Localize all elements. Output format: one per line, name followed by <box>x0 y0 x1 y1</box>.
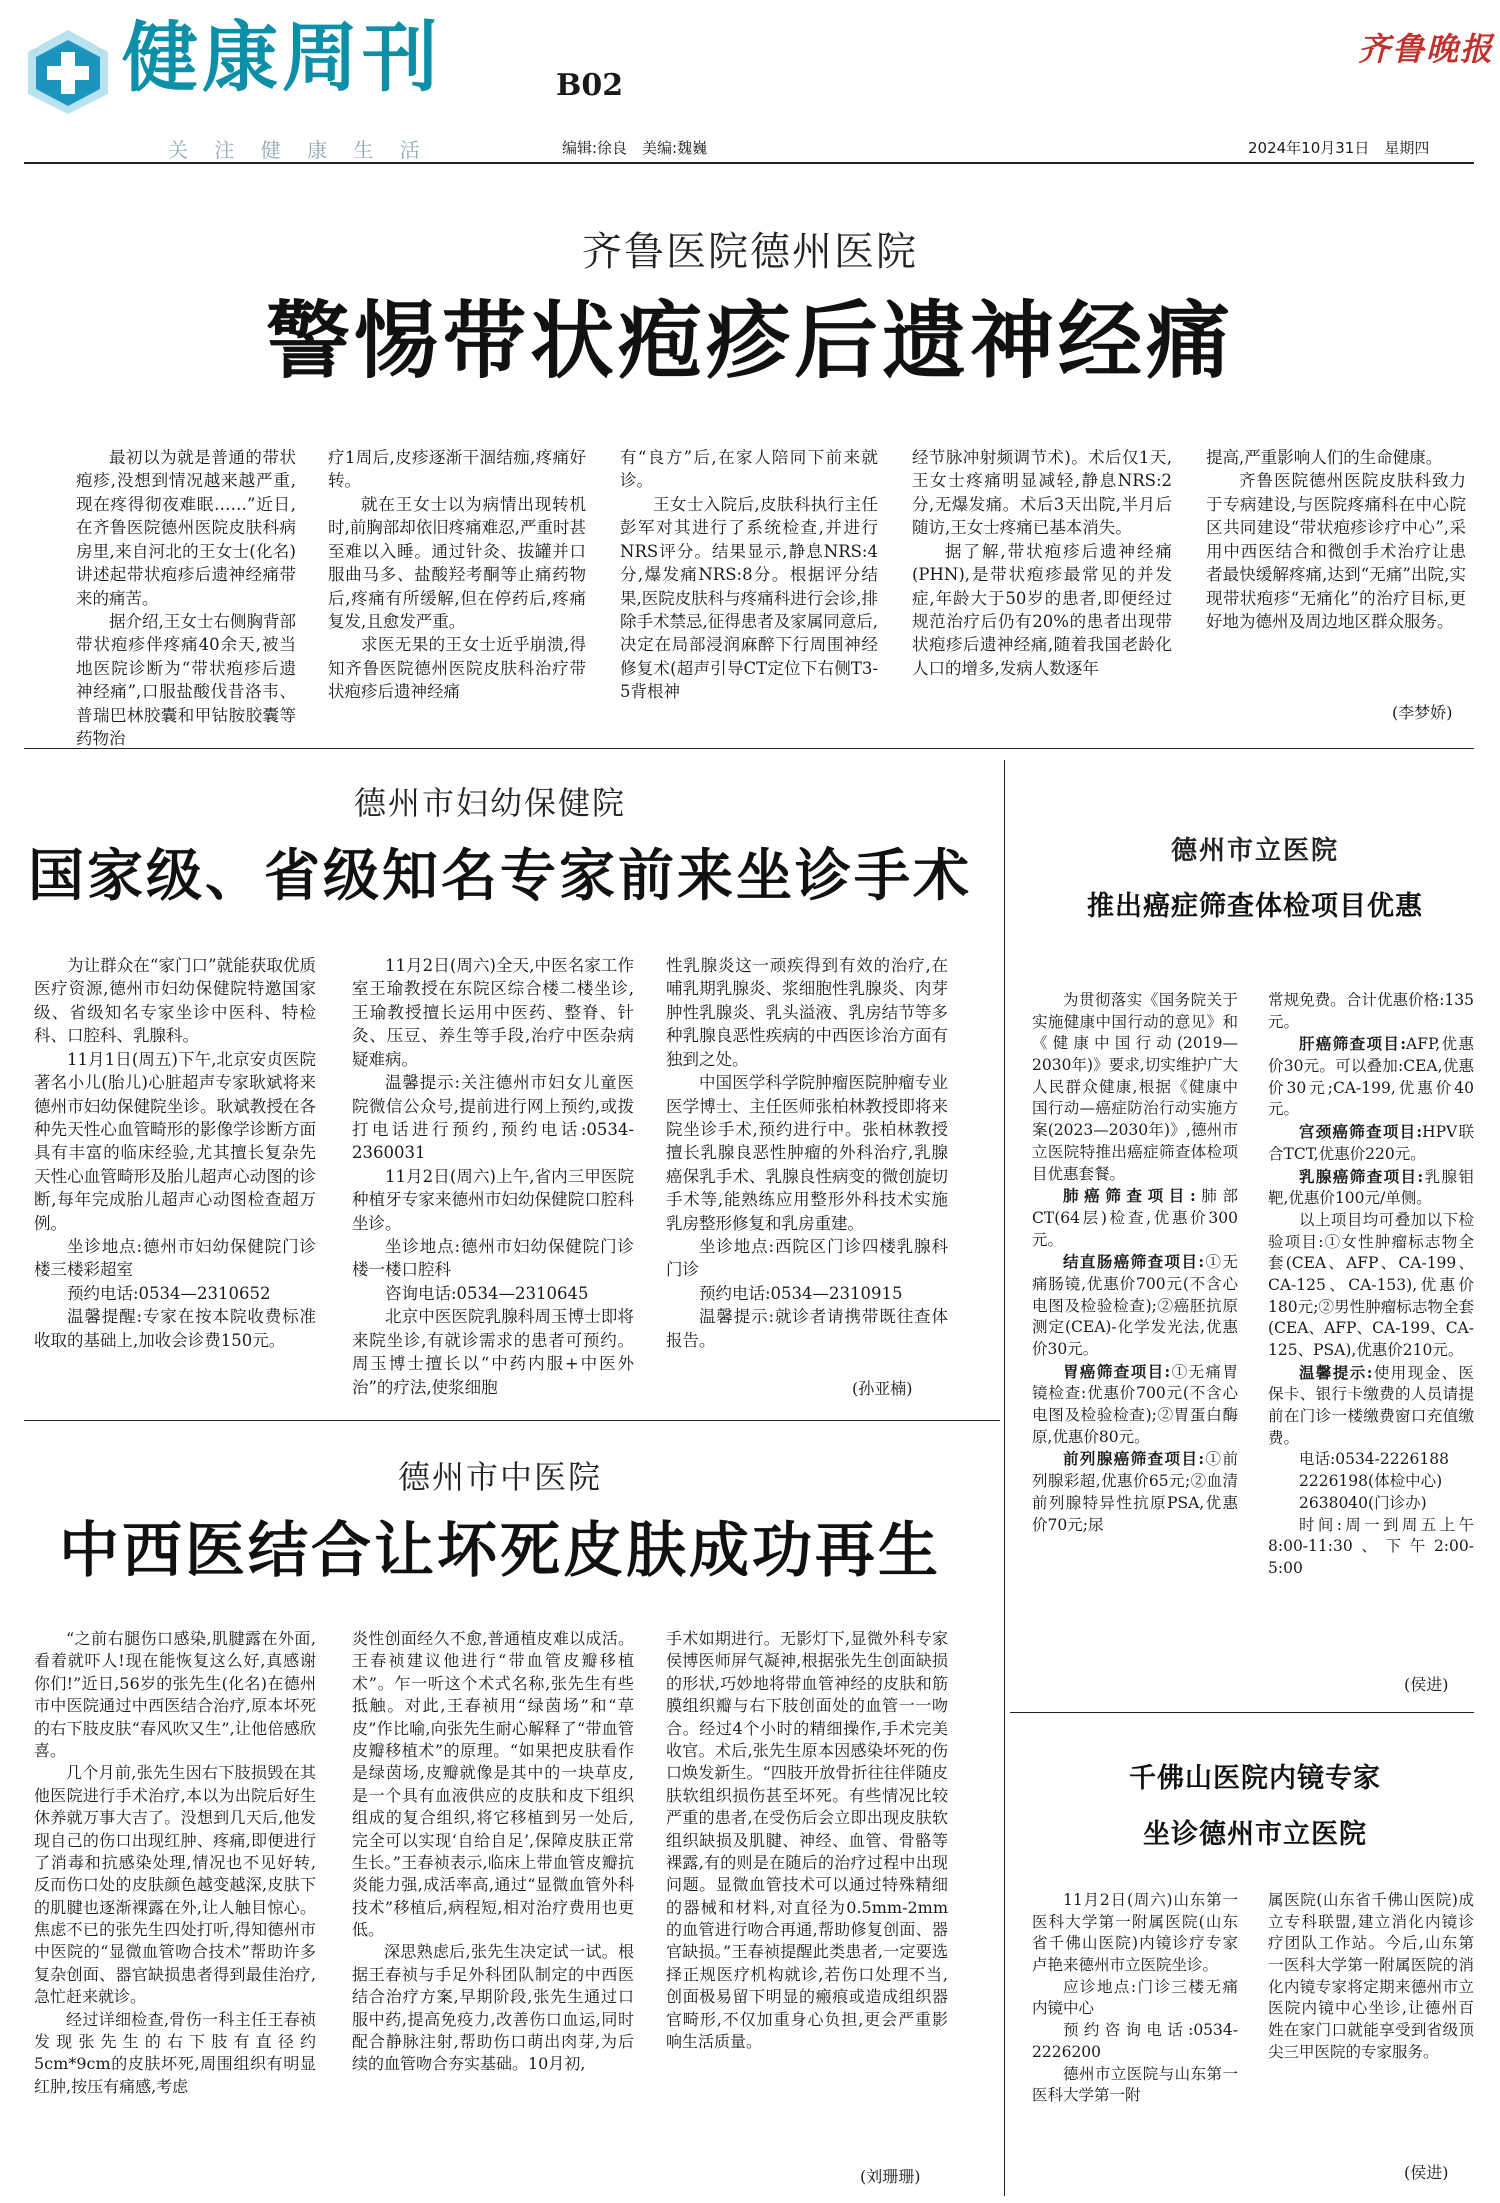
article2-byline: (孙亚楠) <box>852 1379 913 1398</box>
paragraph: 坐诊地点:西院区门诊四楼乳腺科门诊 <box>666 1237 948 1280</box>
paragraph: 11月2日(周六)山东第一医科大学第一附属医院(山东省千佛山医院)内镜诊疗专家卢艳来德州市立医院坐诊。 <box>1032 1891 1238 1975</box>
item-label: 温馨提示: <box>1299 1362 1373 1382</box>
article1-col-1 <box>76 446 296 750</box>
paragraph: 性乳腺炎这一顽疾得到有效的治疗,在哺乳期乳腺炎、浆细胞性乳腺炎、肉芽肿性乳腺炎、乳头溢液、乳房结节等多种乳腺良恶性疾病的中西医诊治方面有独到之处。 <box>666 956 948 1069</box>
paragraph: 最初以为就是普通的带状疱疹,没想到情况越来越严重,现在疼得彻夜难眠……”近日,在齐鲁医院德州医院皮肤科病房里,来自河北的王女士(化名)讲述起带状疱疹后遗神经痛带来的痛苦。 <box>76 448 296 608</box>
article4-col-2 <box>1268 990 1474 1580</box>
warm-tip <box>1268 1362 1474 1450</box>
paragraph: 王女士入院后,皮肤科执行主任彭军对其进行了系统检查,并进行NRS评分。结果显示,静息NRS:4分,爆发痛NRS:8分。根据评分结果,医院皮肤科与疼痛科进行会诊,排除手术禁忌,征得患者及家属同意后,决定在局部浸润麻醉下行周围神经修复术(超声引导CT定位下右侧T3-5背根神 <box>620 494 878 702</box>
paragraph: 德州市立医院与山东第一医科大学第一附 <box>1032 2064 1238 2105</box>
contact-phone: 2638040(门诊办) <box>1299 1493 1427 1512</box>
paragraph: 坐诊地点:德州市妇幼保健院门诊楼一楼口腔科 <box>352 1237 634 1280</box>
health-cross-logo-icon <box>24 28 112 116</box>
item-text: AFP,优惠价30元。可以叠加:CEA,优惠价30元;CA-199,优惠价40元。 <box>1268 1035 1474 1119</box>
article4-byline: (侯进) <box>1404 1675 1449 1694</box>
paragraph: 咨询电话:0534—2310645 <box>385 1283 589 1303</box>
article2-col-2 <box>352 954 634 1399</box>
paragraph: 应诊地点:门诊三楼无痛内镜中心 <box>1032 1977 1238 2018</box>
contact-phone: 2226198(体检中心) <box>1299 1472 1443 1491</box>
screening-item <box>1032 1448 1238 1536</box>
article1-kicker: 齐鲁医院德州医院 <box>582 229 918 275</box>
page-number: B02 <box>556 68 624 103</box>
article5-col-1 <box>1032 1890 1238 2107</box>
column-divider <box>1004 760 1005 2196</box>
item-text: ①前列腺彩超,优惠价65元;②血清前列腺特异性抗原PSA,优惠价70元;尿 <box>1032 1450 1238 1534</box>
article3-kicker: 德州市中医院 <box>397 1458 602 1496</box>
item-label: 胃癌筛查项目: <box>1063 1361 1171 1381</box>
article3-col-3 <box>666 1628 948 2053</box>
paragraph: 就在王女士以为病情出现转机时,前胸部却依旧疼痛难忍,严重时甚至难以入睡。通过针灸、拔罐并口服曲马多、盐酸羟考酮等止痛药物后,疼痛有所缓解,但在停药后,疼痛复发,且愈发严重。 <box>328 494 586 631</box>
paragraph: 坐诊地点:德州市妇幼保健院门诊楼三楼彩超室 <box>34 1237 316 1280</box>
item-label: 宫颈癌筛查项目: <box>1299 1122 1423 1142</box>
article1-byline: (李梦娇) <box>1392 703 1453 722</box>
paragraph: 预约咨询电话:0534-2226200 <box>1032 2021 1238 2061</box>
article5-title-line1: 千佛山医院内镜专家 <box>1129 1763 1381 1794</box>
article4-kicker: 德州市立医院 <box>1170 836 1339 866</box>
paragraph: 温馨提示:关注德州市妇女儿童医院微信公众号,提前进行网上预约,或拨打电话进行预约,预约电话:0534-2360031 <box>352 1073 634 1163</box>
article2-col-1 <box>34 954 316 1352</box>
article4-col-1 <box>1032 990 1238 1536</box>
paragraph: 为让群众在“家门口”就能获取优质医疗资源,德州市妇幼保健院特邀国家级、省级知名专家坐诊中医科、特检科、口腔科、乳腺科。 <box>34 956 316 1046</box>
item-text: ①无痛胃镜检查:优惠价700元(不含心电图及检验检查);②胃蛋白酶原,优惠价80元。 <box>1032 1362 1238 1446</box>
paragraph: 深思熟虑后,张先生决定试一试。根据王春祯与手足外科团队制定的中西医结合治疗方案,早期阶段,张先生通过口服中药,提高免疫力,改善伤口血运,同时配合静脉注射,帮助伤口萌出肉芽,为后续的血管吻合夯实基础。10月初, <box>352 1942 634 2074</box>
item-text: 肺部CT(64层)检查,优惠价300元。 <box>1032 1187 1238 1249</box>
article3-byline: (刘珊珊) <box>860 2167 921 2186</box>
paragraph: 齐鲁医院德州医院皮肤科致力于专病建设,与医院疼痛科在中心院区共同建设“带状疱疹诊疗中心”,采用中西医结合和微创手术治疗让患者最快缓解疼痛,达到“无痛”出院,实现带状疱疹“无痛化”的治疗目标,更好地为德州及周边地区群众服务。 <box>1206 471 1466 631</box>
section-rule <box>24 1420 1000 1421</box>
paragraph: 经节脉冲射频调节术)。术后仅1天,王女士疼痛明显减轻,静息NRS:2分,无爆发痛。术后3天出院,半月后随访,王女士疼痛已基本消失。 <box>912 448 1172 538</box>
masthead-slogan: 关 注 健 康 生 活 <box>168 138 430 162</box>
paragraph: 求医无果的王女士近乎崩溃,得知齐鲁医院德州医院皮肤科治疗带状疱疹后遗神经痛 <box>328 635 586 702</box>
paragraph: 北京中医医院乳腺科周玉博士即将来院坐诊,有就诊需求的患者可预约。周玉博士擅长以“中药内服+中医外治”的疗法,使浆细胞 <box>352 1307 634 1397</box>
paragraph: 据介绍,王女士右侧胸背部带状疱疹伴疼痛40余天,被当地医院诊断为“带状疱疹后遗神经痛”,口服盐酸伐昔洛韦、普瑞巴林胶囊和甲钴胺胶囊等药物治 <box>76 611 296 749</box>
article3-col-1 <box>34 1628 316 2098</box>
contact-phone: 电话:0534-2226188 <box>1299 1450 1449 1469</box>
paragraph: 几个月前,张先生因右下肢损毁在其他医院进行手术治疗,本以为出院后好生休养就万事大吉了。没想到几天后,他发现自己的伤口出现红肿、疼痛,即便进行了消毒和抗感染处理,情况也不见好转,反而伤口处的皮肤颜色越变越深,皮肤下的肌腱也逐渐裸露在外,让人触目惊心。焦虑不已的张先生四处打听,得知德州市中医院的“显微血管吻合技术”帮助许多复杂创面、器官缺损患者得到最佳治疗,急忙赶来就诊。 <box>34 1763 316 2007</box>
screening-item <box>1268 1121 1474 1165</box>
item-text: 使用现金、医保卡、银行卡缴费的人员请提前在门诊一楼缴费窗口充值缴费。 <box>1268 1363 1474 1447</box>
article1-col-5 <box>1206 446 1466 633</box>
article3-col-2 <box>352 1628 634 2076</box>
paragraph: 据了解,带状疱疹后遗神经痛(PHN),是带状疱疹最常见的并发症,年龄大于50岁的患者,即便经过规范治疗后仍有20%的患者出现带状疱疹后遗神经痛,随着我国老龄化人口的增多,发病人数逐年 <box>912 541 1172 678</box>
screening-item <box>1032 1361 1238 1449</box>
paragraph: 预约电话:0534—2310915 <box>699 1283 903 1303</box>
paragraph: 提高,严重影响人们的生命健康。 <box>1206 448 1443 467</box>
paragraph: 常规免费。合计优惠价格:135元。 <box>1268 991 1474 1031</box>
paragraph: 以上项目均可叠加以下检验项目:①女性肿瘤标志物全套(CEA、AFP、CA-199、CA-125、CA-153),优惠价180元;②男性肿瘤标志物全套(CEA、AFP、CA-199、CA-125、PSA),优惠价210元。 <box>1268 1210 1474 1359</box>
section-rule <box>1010 1712 1474 1713</box>
newspaper-name: 齐鲁晚报 <box>1358 30 1495 68</box>
paragraph: 炎性创面经久不愈,普通植皮难以成活。王春祯建议他进行“带血管皮瓣移植术”。乍一听这个术式名称,张先生有些抵触。对此,王春祯用“绿茵场”和“草皮”作比喻,向张先生耐心解释了“带血管皮瓣移植术”的原理。“如果把皮肤看作是绿茵场,皮瓣就像是其中的一块草皮,是一个具有血液供应的皮肤和皮下组织组成的复合组织,将它移植到另一处后,完全可以实现‘自给自足’,保障皮肤正常生长。”王春祯表示,临床上带血管皮瓣抗炎能力强,成活率高,通过“显微血管外科技术”移植后,病程短,相对治疗费用也更低。 <box>352 1629 634 1940</box>
item-label: 前列腺癌筛查项目: <box>1063 1449 1205 1469</box>
article5-col-2 <box>1268 1890 1474 2064</box>
item-label: 肺癌筛查项目: <box>1063 1186 1196 1206</box>
article1-col-3 <box>620 446 878 704</box>
article2-title: 国家级、省级知名专家前来坐诊手术 <box>28 843 972 909</box>
opening-hours: 时间:周一到周五上午8:00-11:30、下午2:00-5:00 <box>1268 1515 1474 1577</box>
article5-title-line2: 坐诊德州市立医院 <box>1143 1819 1367 1850</box>
item-text: 乳腺钼靶,优惠价100元/单侧。 <box>1268 1167 1474 1208</box>
paragraph: 有“良方”后,在家人陪同下前来就诊。 <box>620 448 878 491</box>
section-rule <box>24 748 1474 749</box>
item-label: 肝癌筛查项目: <box>1299 1034 1407 1054</box>
screening-item <box>1268 1033 1474 1121</box>
screening-item <box>1032 1251 1238 1360</box>
article2-kicker: 德州市妇幼保健院 <box>353 784 626 822</box>
article1-col-4 <box>912 446 1172 680</box>
issue-date: 2024年10月31日 星期四 <box>1248 139 1430 157</box>
item-label: 结直肠癌筛查项目: <box>1063 1252 1205 1272</box>
paragraph: 中国医学科学院肿瘤医院肿瘤专业医学博士、主任医师张柏林教授即将来院坐诊手术,预约进行中。张柏林教授擅长乳腺良恶性肿瘤的外科治疗,乳腺癌保乳手术、乳腺良性病变的微创旋切手术等,能熟练应用整形外科技术实施乳房整形修复和乳房重建。 <box>666 1073 948 1233</box>
article3-title: 中西医结合让坏死皮肤成功再生 <box>59 1516 941 1586</box>
paragraph: “之前右腿伤口感染,肌腱露在外面,看着就吓人!现在能恢复这么好,真感谢你们!”近日,56岁的张先生(化名)在德州市中医院通过中西医结合治疗,原本坏死的右下肢皮肤“春风吹又生”,让他倍感欣喜。 <box>34 1629 316 1760</box>
paragraph: 11月2日(周六)全天,中医名家工作室王瑜教授在东院区综合楼二楼坐诊,王瑜教授擅长运用中医药、整脊、针灸、压豆、养生等手段,治疗中医杂病疑难病。 <box>352 956 634 1069</box>
paragraph: 温馨提示:就诊者请携带既往查体报告。 <box>666 1307 948 1350</box>
paragraph: 手术如期进行。无影灯下,显微外科专家侯博医师屏气凝神,根据张先生创面缺损的形状,巧妙地将带血管神经的皮肤和筋膜组织瓣与右下肢创面处的血管一一吻合。经过4个小时的精细操作,手术完美收官。术后,张先生原本因感染坏死的伤口焕发新生。“四肢开放骨折往往伴随皮肤软组织损伤甚至坏死。有些情况比较严重的患者,在受伤后会立即出现皮肤软组织缺损及肌腱、神经、血管、骨骼等裸露,有的则是在随后的治疗过程中出现问题。显微血管技术可以通过特殊精细的器械和材料,对直径为0.5mm-2mm的血管进行吻合再通,帮助修复创面、器官缺损。”王春祯提醒此类患者,一定要选择正规医疗机构就诊,若伤口处理不当,创面极易留下明显的瘢痕或造成组织器官畸形,不仅加重身心负担,更会严重影响生活质量。 <box>666 1629 948 2052</box>
paragraph: 属医院(山东省千佛山医院)成立专科联盟,建立消化内镜诊疗团队工作站。今后,山东第一医科大学第一附属医院的消化内镜专家将定期来德州市立医院内镜中心坐诊,让德州百姓在家门口就能享受到省级顶尖三甲医院的专家服务。 <box>1268 1891 1474 2061</box>
item-text: ①无痛肠镜,优惠价700元(不含心电图及检验检查);②癌胚抗原测定(CEA)-化学发光法,优惠价30元。 <box>1032 1253 1238 1358</box>
article1-col-2 <box>328 446 586 704</box>
editor-credit: 编辑:徐良 美编:魏巍 <box>562 139 708 157</box>
article5-byline: (侯进) <box>1404 2163 1449 2182</box>
paragraph: 11月1日(周五)下午,北京安贞医院著名小儿(胎儿)心脏超声专家耿斌将来德州市妇幼保健院坐诊。耿斌教授在各种先天性心血管畸形的影像学诊断方面具有丰富的临床经验,尤其擅长复杂先天性心血管畸形及胎儿超声心动图的诊断,每年完成胎儿超声心动图检查超万例。 <box>34 1049 316 1233</box>
article2-col-3 <box>666 954 948 1352</box>
paragraph: 11月2日(周六)上午,省内三甲医院种植牙专家来德州市妇幼保健院口腔科坐诊。 <box>352 1166 634 1233</box>
masthead-rule <box>24 162 1474 164</box>
screening-item <box>1032 1185 1238 1251</box>
screening-item <box>1268 1166 1474 1210</box>
article1-title: 警惕带状疱疹后遗神经痛 <box>265 291 1234 390</box>
paragraph: 经过详细检查,骨伤一科主任王春祯发现张先生的右下肢有直径约5cm*9cm的皮肤坏死,周围组织有明显红肿,按压有痛感,考虑 <box>34 2009 316 2096</box>
item-text: HPV联合TCT,优惠价220元。 <box>1268 1123 1474 1163</box>
paragraph: 预约电话:0534—2310652 <box>67 1283 271 1303</box>
article4-title: 推出癌症筛查体检项目优惠 <box>1087 891 1423 922</box>
paragraph: 疗1周后,皮疹逐渐干涸结痂,疼痛好转。 <box>328 448 586 491</box>
masthead-title: 健康周刊 <box>122 13 442 102</box>
paragraph: 温馨提醒:专家在按本院收费标准收取的基础上,加收会诊费150元。 <box>34 1307 316 1350</box>
item-label: 乳腺癌筛查项目: <box>1299 1166 1424 1186</box>
paragraph: 为贯彻落实《国务院关于实施健康中国行动的意见》和《健康中国行动(2019—2030年)》要求,切实维护广大人民群众健康,根据《健康中国行动—癌症防治行动实施方案(2023—2030年)》,德州市立医院特推出癌症筛查体检项目优惠套餐。 <box>1032 991 1238 1183</box>
